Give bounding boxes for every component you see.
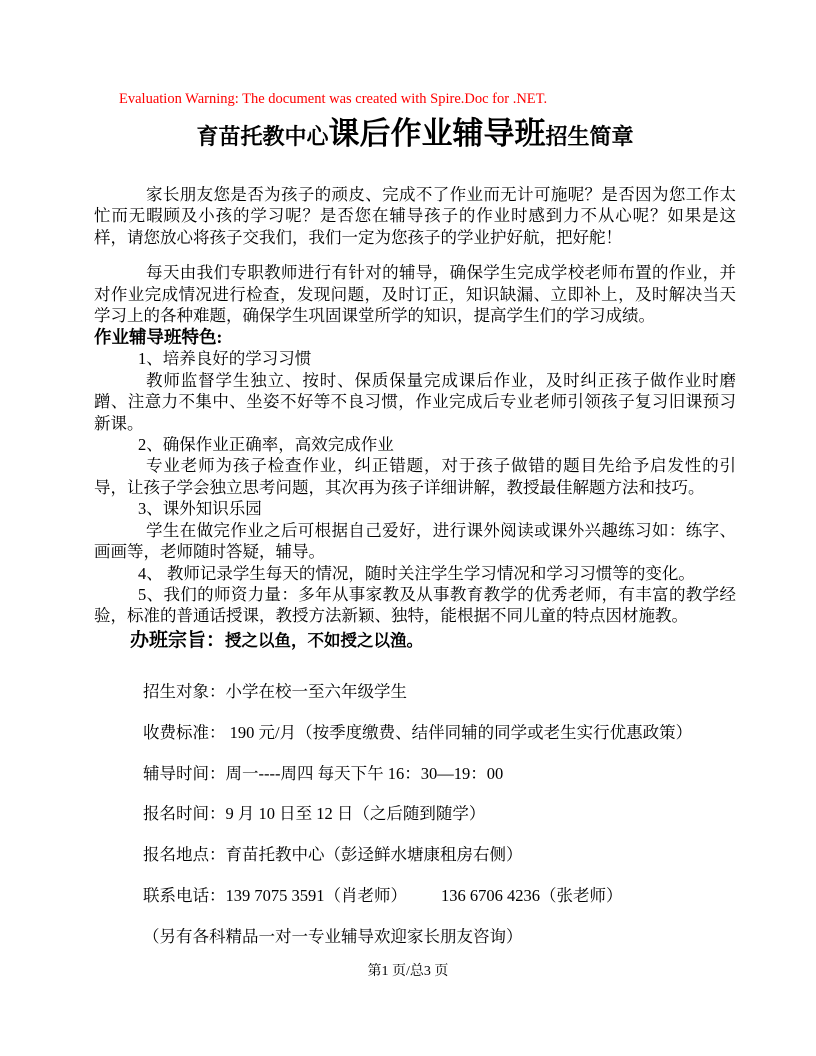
title-main: 课后作业辅导班 <box>328 116 546 151</box>
info-fee-standard: 收费标准： 190 元/月（按季度缴费、结伴同辅的同学或老生实行优惠政策） <box>143 722 693 742</box>
feature-3-body: 学生在做完作业之后可根据自己爱好，进行课外阅读或课外兴趣练习如：练字、画画等，老师随时答疑，辅导。 <box>94 520 736 562</box>
motto-line <box>94 628 736 655</box>
title-prefix: 育苗托教中心 <box>196 124 329 149</box>
contact-phone-2: 136 6706 4236（张老师） <box>441 886 623 906</box>
feature-3-title: 3、课外知识乐园 <box>138 499 262 519</box>
document-title <box>94 113 736 157</box>
feature-2-title: 2、确保作业正确率，高效完成作业 <box>138 435 394 455</box>
intro-paragraph-2: 每天由我们专职教师进行有针对的辅导，确保学生完成学校老师布置的作业，并对作业完成情况进行检查，发现问题，及时订正，知识缺漏、立即补上，及时解决当天学习上的各种难题，确保学生巩固课堂所学的知识，提高学生们的学习成绩。 <box>94 263 736 326</box>
info-enroll-target: 招生对象：小学在校一至六年级学生 <box>143 681 407 701</box>
info-extra-note: （另有各科精品一对一专业辅导欢迎家长朋友咨询） <box>143 927 523 947</box>
feature-4-line: 4、 教师记录学生每天的情况，随时关注学生学习情况和学习习惯等的变化。 <box>138 563 695 583</box>
info-signup-time: 报名时间：9 月 10 日至 12 日（之后随到随学） <box>143 804 486 824</box>
intro-paragraph-1: 家长朋友您是否为孩子的顽皮、完成不了作业而无计可施呢？是否因为您工作太忙而无暇顾及小孩的学习呢？是否您在辅导孩子的作业时感到力不从心呢？如果是这样，请您放心将孩子交我们，我们一定为您孩子的学业护好航，把好舵！ <box>94 185 736 247</box>
info-signup-place: 报名地点：育苗托教中心（彭迳鲜水塘康租房右侧） <box>143 845 523 865</box>
info-contact-line <box>94 885 736 906</box>
document-content <box>94 90 736 948</box>
features-heading: 作业辅导班特色: <box>94 327 223 348</box>
contact-phone-1: 联系电话：139 7075 3591（肖老师） <box>143 886 407 906</box>
feature-1-body: 教师监督学生独立、按时、保质保量完成课后作业，及时纠正孩子做作业时磨蹭、注意力不集中、坐姿不好等不良习惯，作业完成后专业老师引领孩子复习旧课预习新课。 <box>94 370 736 433</box>
feature-1-title: 1、培养良好的学习习惯 <box>138 349 312 369</box>
motto-text: 授之以鱼，不如授之以渔。 <box>225 630 424 650</box>
motto-label: 办班宗旨： <box>130 629 226 651</box>
feature-2-body: 专业老师为孩子检查作业，纠正错题，对于孩子做错的题目先给予启发性的引导，让孩子学会独立思考问题，其次再为孩子详细讲解，教授最佳解题方法和技巧。 <box>94 456 736 497</box>
page-number-footer: 第1 页/总3 页 <box>367 964 449 979</box>
evaluation-warning-text: Evaluation Warning: The document was created with Spire.Doc for .NET. <box>119 91 548 107</box>
info-tutoring-time: 辅导时间：周一----周四 每天下午 16：30—19：00 <box>143 763 504 783</box>
feature-5-line: 5、我们的师资力量：多年从事家教及从事教育教学的优秀老师，有丰富的教学经验，标准的普通话授课，教授方法新颖、独特，能根据不同儿童的特点因材施教。 <box>94 584 736 626</box>
title-suffix: 招生简章 <box>545 124 634 149</box>
